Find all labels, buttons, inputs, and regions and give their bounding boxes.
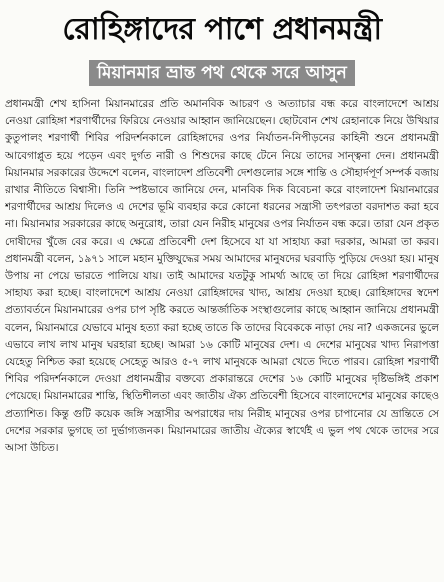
headline: রোহিঙ্গাদের পাশে প্রধানমন্ত্রী <box>62 12 382 47</box>
subheadline: মিয়ানমার ভ্রান্ত পথ থেকে সরে আসুন <box>89 60 355 86</box>
article-body: প্রধানমন্ত্রী শেখ হাসিনা মিয়ানমারের প্রতি অমানবিক আচরণ ও অত্যাচার বন্ধ করে বাংলাদেশে আশ্রয় নেওয়া রোহিঙ্গা শরণার্থীদের ফিরিয়ে নেওয়ার আহ্বান জানিয়েছেন। ছোটবোন শেখ রেহানাকে নিয়ে উখিয়ার কুতুপালং শরণার্থী শিবির পরিদর্শনকালে রোহিঙ্গাদের ওপর নির্যাতন-নিপীড়নের কাহিনী শুনে প্রধানমন্ত্রী আবেগাপ্লুত হয়ে পড়েন এবং দুর্গত নারী ও শিশুদের কাছে টেনে নিয়ে তাদের সান্ত্বনা দেন। প্রধানমন্ত্রী মিয়ানমার সরকারের উদ্দেশে বলেন, বাংলাদেশ প্রতিবেশী দেশগুলোর সঙ্গে শান্তি ও সৌহার্দপূর্ণ সম্পর্ক বজায় রাখার নীতিতে বিশ্বাসী। তিনি স্পষ্টভাবে জানিয়ে দেন, মানবিক দিক বিবেচনা করে বাংলাদেশ মিয়ানমারের শরণার্থীদের আশ্রয় দিলেও এ দেশের ভূমি ব্যবহার করে কোনো ধরনের সন্ত্রাসী তৎপরতা বরদাশত করা হবে না। মিয়ানমার সরকারের কাছে অনুরোধ, তারা যেন নিরীহ মানুষের ওপর নির্যাতন বন্ধ করে। তারা যেন প্রকৃত দোষীদের খুঁজে বের করে। এ ক্ষেত্রে প্রতিবেশী দেশ হিসেবে যা যা সাহায্য করা দরকার, আমরা তা করব। প্রধানমন্ত্রী বলেন, ১৯৭১ সালে মহান মুক্তিযুদ্ধের সময় আমাদের মানুষদের ঘরবাড়ি পুড়িয়ে দেওয়া হয়। মানুষ উপায় না পেয়ে ভারতে পালিয়ে যায়। তাই আমাদের যতটুকু সামর্থ্য আছে তা দিয়ে রোহিঙ্গা শরণার্থীদের সাহায্য করা হচ্ছে। বাংলাদেশে আশ্রয় নেওয়া রোহিঙ্গাদের খাদ্য, আশ্রয় দেওয়া হচ্ছে। রোহিঙ্গাদের স্বদেশ প্রত্যাবর্তনে মিয়ানমারের ওপর চাপ সৃষ্টি করতে আন্তর্জাতিক সংস্থাগুলোর কাছে আহ্বান জানিয়ে প্রধানমন্ত্রী বলেন, মিয়ানমারে যেভাবে মানুষ হত্যা করা হচ্ছে তাতে কি তাদের বিবেককে নাড়া দেয় না? একজনের ভুলে এভাবে লাখ লাখ মানুষ ঘরহারা হচ্ছে। আমরা ১৬ কোটি মানুষের দেশ। এ দেশের মানুষের খাদ্য নিরাপত্তা যেহেতু নিশ্চিত করা হয়েছে সেহেতু আরও ৫-৭ লাখ মানুষকে আমরা খেতে দিতে পারব। রোহিঙ্গা শরণার্থী শিবির পরিদর্শনকালে দেওয়া প্রধানমন্ত্রীর বক্তব্যে প্রকারান্তরে দেশের ১৬ কোটি মানুষের দৃষ্টিভঙ্গিই প্রকাশ পেয়েছে। মিয়ানমারের শান্তি, স্থিতিশীলতা এবং জাতীয় ঐক্য প্রতিবেশী হিসেবে বাংলাদেশের মানুষের কাছেও প্রত্যাশিত। কিন্তু গুটি কয়েক জঙ্গি সন্ত্রাসীর অপরাধের দায় নিরীহ মানুষের ওপর চাপানোর যে ভ্রান্তিতে সে দেশের সরকার ভুগছে তা দুর্ভাগ্যজনক। মিয়ানমারের জাতীয় ঐক্যের স্বার্থেই এ ভুল পথ থেকে তাদের সরে আসা উচিত। <box>5 98 439 455</box>
subheadline-banner <box>5 60 439 90</box>
